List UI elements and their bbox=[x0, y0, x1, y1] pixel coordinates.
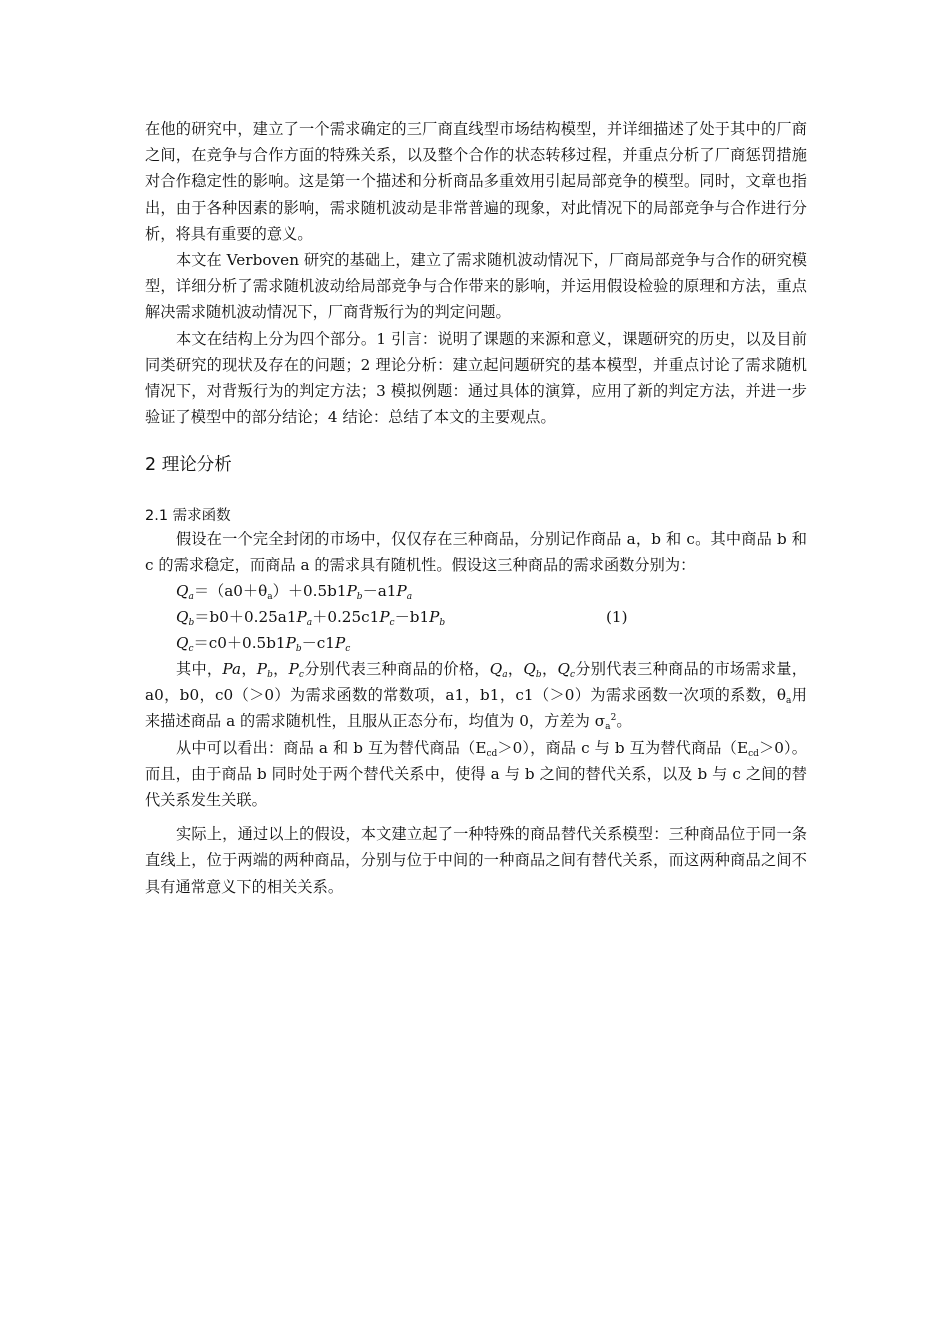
section-2-heading: 2 理论分析 bbox=[145, 455, 232, 475]
equation-number: (1) bbox=[606, 608, 628, 626]
var-theta: θ bbox=[776, 686, 787, 705]
var-pa: Pa bbox=[222, 660, 242, 678]
equation-qa bbox=[176, 578, 412, 604]
variables-text-1: 其中， bbox=[176, 660, 223, 678]
intro-section bbox=[145, 116, 807, 430]
equation-qc bbox=[176, 630, 350, 656]
substitute-text-2: ＞0），商品 c 与 b 互为替代商品（ bbox=[497, 738, 737, 757]
var-pc-sub: c bbox=[298, 670, 304, 680]
var-comma-1: ， bbox=[241, 660, 257, 678]
eq-c-pb: P bbox=[285, 634, 296, 652]
eq-b-pa: P bbox=[296, 608, 307, 626]
assumption-paragraph: 假设在一个完全封闭的市场中，仅仅存在三种商品，分别记作商品 a，b 和 c。其中商品 b 和 c 的需求稳定，而商品 a 的需求具有随机性。假设这三种商品的需求函数分别为： bbox=[145, 530, 807, 575]
elasticity-sub-2: cd bbox=[748, 748, 759, 759]
elasticity-e-1: E bbox=[475, 738, 487, 757]
var-theta-sub: a bbox=[786, 696, 792, 707]
section-2-1-heading: 2.1 需求函数 bbox=[145, 508, 231, 524]
intro-continued-paragraph: 在他的研究中，建立了一个需求确定的三厂商直线型市场结构模型，并详细描述了处于其中的厂商之间，在竞争与合作方面的特殊关系，以及整个合作的状态转移过程，并重点分析了厂商惩罚措施对合作稳定性的影响。这是第一个描述和分析商品多重效用引起局部竞争的模型。同时，文章也指出，由于各种因素的影响，需求随机波动是非常普遍的现象，对此情况下的局部竞争与合作进行分析，将具有重要的意义。 bbox=[145, 120, 807, 243]
eq-b-pc-sub: c bbox=[389, 618, 395, 628]
elasticity-e-2: E bbox=[736, 738, 749, 757]
intro-structure-paragraph: 本文在结构上分为四个部分。1 引言：说明了课题的来源和意义，课题研究的历史，以及目前同类研究的现状及存在的问题；2 理论分析：建立起问题研究的基本模型，并重点讨论了需求随机情况下，对背叛行为的判定方法；3 模拟例题：通过具体的演算，应用了新的判定方法，并进一步验证了模型中的部分结论；4 结论：总结了本文的主要观点。 bbox=[145, 329, 807, 427]
variables-text-3: 分别代表三种商品的市场需求量，a0，b0，c0（＞0）为需求函数的常数项，a1，b1，c1（＞0）为需求函数一次项的系数， bbox=[145, 660, 807, 705]
intro-basis-paragraph: 本文在 Verboven 研究的基础上，建立了需求随机波动情况下，厂商局部竞争与合作的研究模型，详细分析了需求随机波动给局部竞争与合作带来的影响，并运用假设检验的原理和方法，重点解决需求随机波动情况下，厂商背叛行为的判定问题。 bbox=[145, 251, 807, 322]
eq-b-lhs: Q bbox=[176, 608, 189, 626]
eq-a-theta-sub: a bbox=[267, 592, 273, 602]
var-comma-2: ， bbox=[272, 660, 289, 678]
var-sigma: σ bbox=[594, 712, 606, 731]
eq-b-lhs-sub: b bbox=[188, 618, 195, 628]
variables-text-2: 分别代表三种商品的价格， bbox=[303, 660, 490, 678]
eq-b-pa-sub: a bbox=[306, 618, 313, 628]
substitute-text-3: ＞0）。而且，由于商品 b 同时处于两个替代关系中，使得 a 与 b 之间的替代关系，以及 b 与 c 之间的替代关系发生关联。 bbox=[145, 738, 807, 810]
eq-c-pb-sub: b bbox=[295, 644, 302, 654]
equation-qb bbox=[176, 604, 445, 630]
analysis-section bbox=[145, 656, 807, 900]
eq-a-mid3: －a1 bbox=[362, 582, 397, 600]
var-pb: P bbox=[256, 660, 268, 678]
elasticity-sub-1: cd bbox=[486, 748, 498, 759]
eq-a-pa-sub: a bbox=[406, 592, 413, 602]
var-pc: P bbox=[288, 660, 299, 678]
substitute-paragraph bbox=[145, 735, 807, 814]
variables-text-4: 用来描述商品 a 的需求随机性，且服从正态分布，均值为 0，方差为 bbox=[145, 686, 807, 731]
eq-c-pc-sub: c bbox=[345, 644, 351, 654]
var-qc-sub: c bbox=[569, 670, 576, 680]
var-sigma-sub: a bbox=[605, 722, 611, 733]
eq-a-pa: P bbox=[396, 582, 407, 600]
eq-c-lhs-sub: c bbox=[188, 644, 194, 654]
var-qb-sub: b bbox=[535, 670, 542, 680]
eq-c-pc: P bbox=[334, 634, 346, 652]
eq-a-mid1: ＝（a0＋θ bbox=[193, 582, 268, 600]
eq-b-mid3: －b1 bbox=[394, 608, 430, 626]
substitute-text-1: 从中可以看出：商品 a 和 b 互为替代商品（ bbox=[176, 738, 476, 757]
variables-text-5: 。 bbox=[616, 712, 632, 731]
var-comma-4: ， bbox=[541, 660, 558, 678]
eq-b-mid2: ＋0.25c1 bbox=[312, 608, 380, 626]
eq-a-pb-sub: b bbox=[356, 592, 363, 602]
eq-a-lhs: Q bbox=[176, 582, 189, 600]
eq-a-pb: P bbox=[346, 582, 357, 600]
var-qc: Q bbox=[557, 660, 570, 678]
model-summary-paragraph: 实际上，通过以上的假设，本文建立起了一种特殊的商品替代关系模型：三种商品位于同一条直线上，位于两端的两种商品，分别与位于中间的一种商品之间有替代关系，而这两种商品之间不具有通常意义下的相关关系。 bbox=[145, 825, 807, 896]
assumption-section bbox=[145, 526, 807, 578]
var-qb: Q bbox=[523, 660, 536, 678]
eq-c-mid1: ＝c0＋0.5b1 bbox=[193, 634, 286, 652]
eq-c-lhs: Q bbox=[176, 634, 189, 652]
eq-b-pb: P bbox=[429, 608, 440, 626]
var-qa: Q bbox=[489, 660, 503, 678]
var-pb-sub: b bbox=[267, 670, 273, 680]
var-qa-sub: a bbox=[502, 670, 508, 680]
variables-paragraph bbox=[145, 656, 807, 735]
eq-c-mid2: －c1 bbox=[301, 634, 335, 652]
eq-b-pb-sub: b bbox=[439, 618, 446, 628]
var-sigma-sup: 2 bbox=[610, 713, 617, 724]
eq-a-mid2: ）＋0.5b1 bbox=[272, 582, 347, 600]
eq-a-lhs-sub: a bbox=[188, 592, 194, 602]
var-comma-3: ， bbox=[507, 660, 524, 678]
eq-b-mid1: ＝b0＋0.25a1 bbox=[194, 608, 297, 626]
eq-b-pc: P bbox=[379, 608, 390, 626]
